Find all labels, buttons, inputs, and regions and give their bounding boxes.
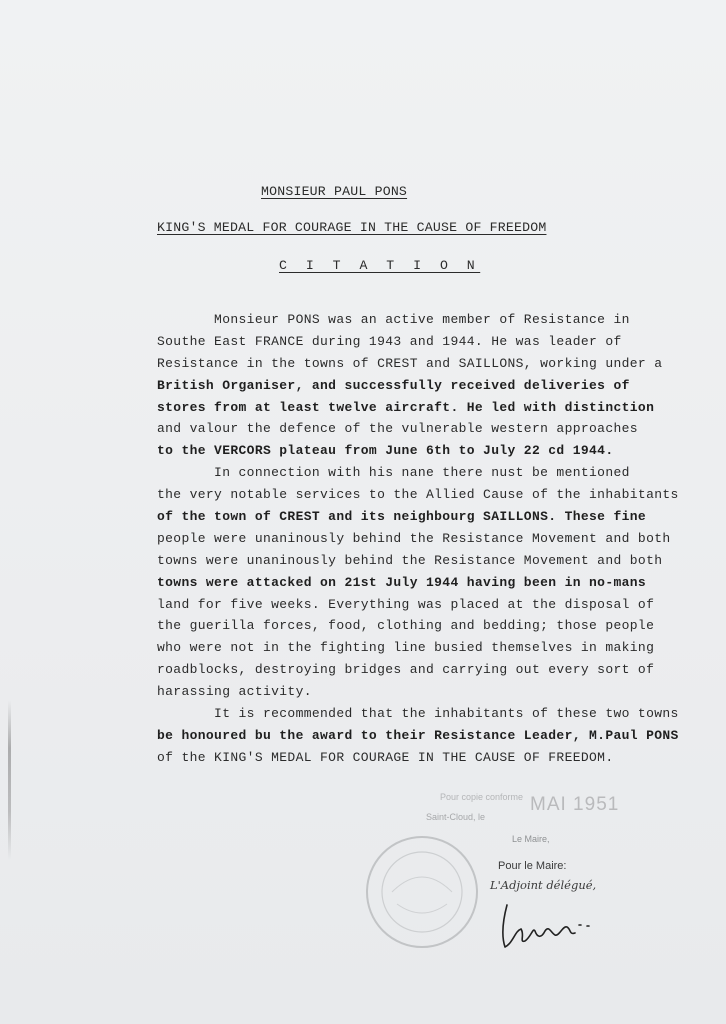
document-title: MONSIEUR PAUL PONS [261, 184, 408, 199]
body-line: the guerilla forces, food, clothing and bedding; those people [157, 618, 655, 634]
citation-heading: C I T A T I O N [279, 258, 481, 273]
page-edge-mark [8, 700, 11, 860]
signature-icon [495, 895, 605, 955]
body-line: towns were attacked on 21st July 1944 having been in no-mans [157, 574, 647, 590]
body-line: towns were unaninously behind the Resistance Movement and both [157, 552, 663, 568]
document-subtitle: KING'S MEDAL FOR COURAGE IN THE CAUSE OF FREEDOM [157, 220, 547, 235]
body-line: Monsieur PONS was an active member of Resistance in [157, 312, 630, 327]
body-line: land for five weeks. Everything was placed at the disposal of [157, 596, 655, 612]
date-stamp: MAI 1951 [530, 794, 620, 815]
body-line: roadblocks, destroying bridges and carrying out every sort of [157, 662, 655, 678]
body-line: In connection with his nane there nust be mentioned [157, 465, 630, 481]
stamp-area [340, 780, 640, 1000]
body-line: to the VERCORS plateau from June 6th to July 22 cd 1944. [157, 443, 614, 459]
body-line: and valour the defence of the vulnerable western approaches [157, 421, 638, 437]
body-line: Southe East FRANCE during 1943 and 1944. He was leader of [157, 333, 622, 349]
body-line: It is recommended that the inhabitants of these two towns [157, 706, 679, 722]
body-line: be honoured bu the award to their Resistance Leader, M.Paul PONS [157, 727, 679, 743]
body-line: the very notable services to the Allied Cause of the inhabitants [157, 487, 679, 503]
body-line: of the KING'S MEDAL FOR COURAGE IN THE CAUSE OF FREEDOM. [157, 749, 614, 765]
body-line: stores from at least twelve aircraft. He led with distinction [157, 399, 655, 415]
pour-le-maire-text: Pour le Maire: [498, 860, 567, 872]
saint-cloud-text: Saint-Cloud, le [426, 812, 486, 822]
citation-body [157, 309, 726, 769]
le-maire-text: Le Maire, [512, 834, 550, 844]
body-line: people were unaninously behind the Resistance Movement and both [157, 530, 671, 546]
official-seal-icon [362, 832, 482, 952]
body-line: who were not in the fighting line busied themselves in making [157, 640, 655, 656]
body-line: harassing activity. [157, 684, 312, 700]
body-line: Resistance in the towns of CREST and SAILLONS, working under a [157, 355, 663, 371]
adjoint-text: L'Adjoint délégué, [490, 878, 597, 892]
body-line: of the town of CREST and its neighbourg SAILLONS. These fine [157, 509, 647, 525]
certified-copy-text: Pour copie conforme [440, 792, 524, 802]
body-line: British Organiser, and successfully received deliveries of [157, 377, 630, 393]
